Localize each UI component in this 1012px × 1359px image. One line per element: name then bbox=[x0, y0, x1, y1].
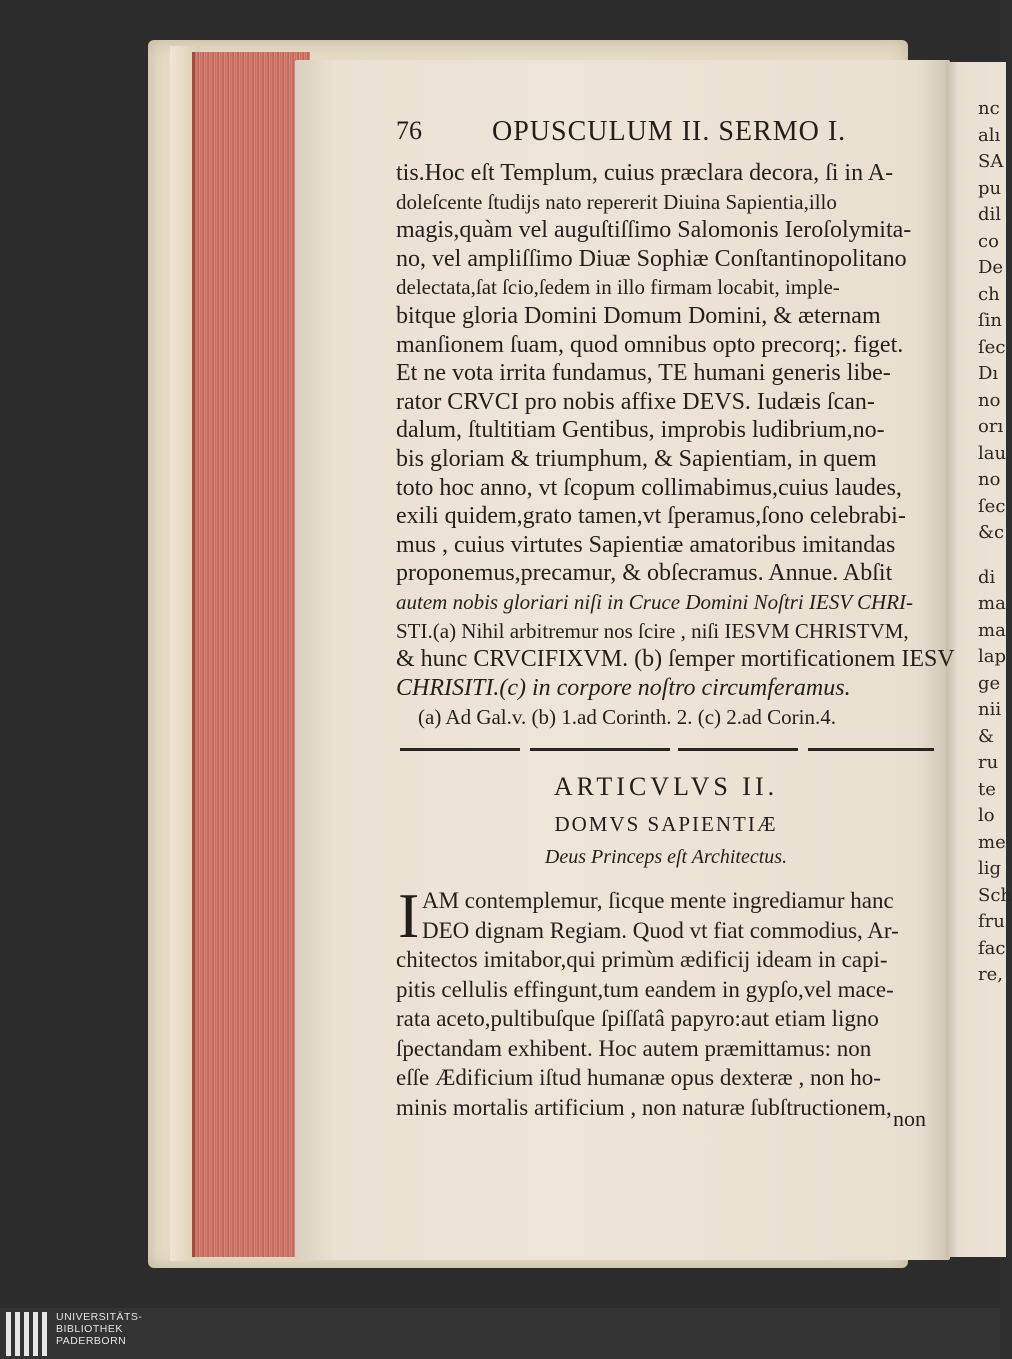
next-page-fragment: Sch bbox=[978, 884, 1012, 906]
next-page-fragment: ſec bbox=[978, 336, 1006, 358]
body-line: Et ne vota irrita fundamus, TE humani generis libe- bbox=[396, 360, 891, 387]
body-line: delectata,ſat ſcio,ſedem in illo firmam locabit, imple- bbox=[396, 275, 840, 300]
next-page-fragment: orı bbox=[978, 416, 1004, 437]
next-page-fragment: ge bbox=[978, 672, 1001, 694]
article-line: eſſe Ædificium iſtud humanæ opus dexteræ , non ho- bbox=[396, 1065, 881, 1090]
body-line: tis.Hoc eſt Templum, cuius præclara decora, ſi in A- bbox=[396, 160, 894, 186]
next-page-fragment: fru bbox=[978, 911, 1005, 932]
page-number: 76 bbox=[396, 116, 422, 145]
next-page-fragment: & bbox=[978, 725, 995, 747]
body-line: mus , cuius virtutes Sapientiæ amatoribus imitandas bbox=[396, 531, 896, 558]
next-page-fragment: no bbox=[978, 469, 1001, 490]
body-line: bitque gloria Domini Domum Domini, & æternam bbox=[396, 303, 881, 329]
next-page-fragment: De bbox=[978, 257, 1004, 278]
body-line: CHRISITI.(c) in corpore noſtro circumferamus. bbox=[396, 674, 851, 701]
next-page-fragment: alı bbox=[978, 124, 1001, 146]
running-head-title: OPUSCULUM II. SERMO I. bbox=[492, 116, 847, 147]
red-page-edges bbox=[192, 52, 310, 1257]
body-line: dalum, ſtultitiam Gentibus, improbis ludibrium,no- bbox=[396, 417, 885, 444]
footnote: (a) Ad Gal.v. (b) 1.ad Corinth. 2. (c) 2.ad Corin.4. bbox=[418, 705, 836, 729]
body-line: bis gloriam & triumphum, & Sapientiam, in quem bbox=[396, 446, 877, 472]
article-line: pitis cellulis effingunt,tum eandem in gypſo,vel mace- bbox=[396, 976, 894, 1002]
article-line: chitectos imitabor,qui primùm ædificij ideam in capi- bbox=[396, 947, 888, 972]
body-line: toto hoc anno, vt ſcopum collimabimus,cuius laudes, bbox=[396, 474, 902, 501]
next-page-fragment: ru bbox=[978, 752, 999, 773]
library-name-line-1: UNIVERSITÄTS- bbox=[56, 1311, 143, 1323]
body-line: manſionem ſuam, quod omnibus opto precorq;. figet. bbox=[396, 331, 904, 358]
next-page-fragment: lau bbox=[978, 442, 1007, 464]
next-page-fragment: Dı bbox=[978, 363, 999, 384]
article-line: DEO dignam Regiam. Quod vt fiat commodius, Ar- bbox=[422, 917, 899, 943]
running-header bbox=[396, 112, 916, 152]
drop-cap: I bbox=[398, 880, 420, 951]
body-line: proponemus,precamur, & obſecramus. Annue. Abſit bbox=[396, 560, 893, 587]
article-line: AM contemplemur, ſicque mente ingrediamur hanc bbox=[422, 888, 894, 913]
next-page-fragment: pu bbox=[978, 177, 1002, 199]
next-page-fragment: ſec bbox=[978, 495, 1006, 517]
next-page-fragment: SA bbox=[978, 151, 1004, 172]
article-title: ARTICVLVS II. bbox=[553, 772, 779, 801]
next-page-fragment: ch bbox=[978, 283, 1000, 305]
next-page-fragment: te bbox=[978, 778, 996, 800]
article-motto: Deus Princeps eſt Architectus. bbox=[544, 846, 788, 868]
section-divider bbox=[396, 746, 936, 752]
next-page-fragment: lo bbox=[978, 805, 995, 826]
next-page-fragment: me bbox=[978, 831, 1006, 853]
next-page-edge bbox=[946, 62, 1012, 1257]
article-subtitle: DOMVS SAPIENTIÆ bbox=[554, 812, 778, 836]
body-line: magis,quàm vel auguſtiſſimo Salomonis Ieroſolymita- bbox=[396, 217, 912, 244]
next-page-fragment: fac bbox=[978, 937, 1006, 959]
next-page-fragment: &c bbox=[978, 522, 1005, 543]
catchword: non bbox=[893, 1106, 926, 1131]
next-page-fragment: dil bbox=[978, 204, 1002, 225]
next-page-fragment: ſin bbox=[978, 310, 1003, 331]
library-logo-icon bbox=[6, 1312, 48, 1356]
body-line: & hunc CRVCIFIXVM. (b) ſemper mortificationem IESV bbox=[396, 646, 955, 673]
body-line: doleſcente ſtudijs nato repererit Diuina Sapientia,illo bbox=[396, 189, 837, 214]
article-line: rata aceto,pultibuſque ſpiſſatâ papyro:aut etiam ligno bbox=[396, 1006, 879, 1031]
library-footer bbox=[0, 1308, 1000, 1359]
article-line: minis mortalis artificium , non naturæ ſubſtructionem, bbox=[396, 1094, 892, 1120]
next-page-fragment: lig bbox=[978, 858, 1002, 879]
next-page-fragment: co bbox=[978, 230, 999, 252]
next-page-fragment: ma bbox=[978, 619, 1006, 641]
next-page-fragment: ma bbox=[978, 593, 1006, 614]
next-page-fragment: nii bbox=[978, 699, 1002, 720]
body-line: autem nobis gloriari niſi in Cruce Domini Noſtri IESV CHRI- bbox=[396, 590, 914, 614]
library-name-line-2: BIBLIOTHEK bbox=[56, 1323, 123, 1335]
article-line: ſpectandam exhibent. Hoc autem præmittamus: non bbox=[396, 1035, 872, 1061]
next-page-fragment: re, bbox=[978, 964, 1003, 985]
next-page-fragment: nc bbox=[978, 98, 1000, 119]
next-page-fragment: lap bbox=[978, 646, 1007, 667]
body-line: no, vel ampliſſimo Diuæ Sophiæ Conſtantinopolitano bbox=[396, 245, 907, 272]
body-line: STI.(a) Nihil arbitremur nos ſcire , niſi IESVM CHRISTVM, bbox=[396, 618, 909, 643]
next-page-fragment: di bbox=[978, 566, 996, 588]
body-line: exili quidem,grato tamen,vt ſperamus,ſono celebrabi- bbox=[396, 503, 906, 530]
body-line: rator CRVCI pro nobis affixe DEVS. Iudæis ſcan- bbox=[396, 388, 875, 415]
next-page-fragment: no bbox=[978, 389, 1001, 411]
library-name-line-3: PADERBORN bbox=[56, 1335, 127, 1347]
